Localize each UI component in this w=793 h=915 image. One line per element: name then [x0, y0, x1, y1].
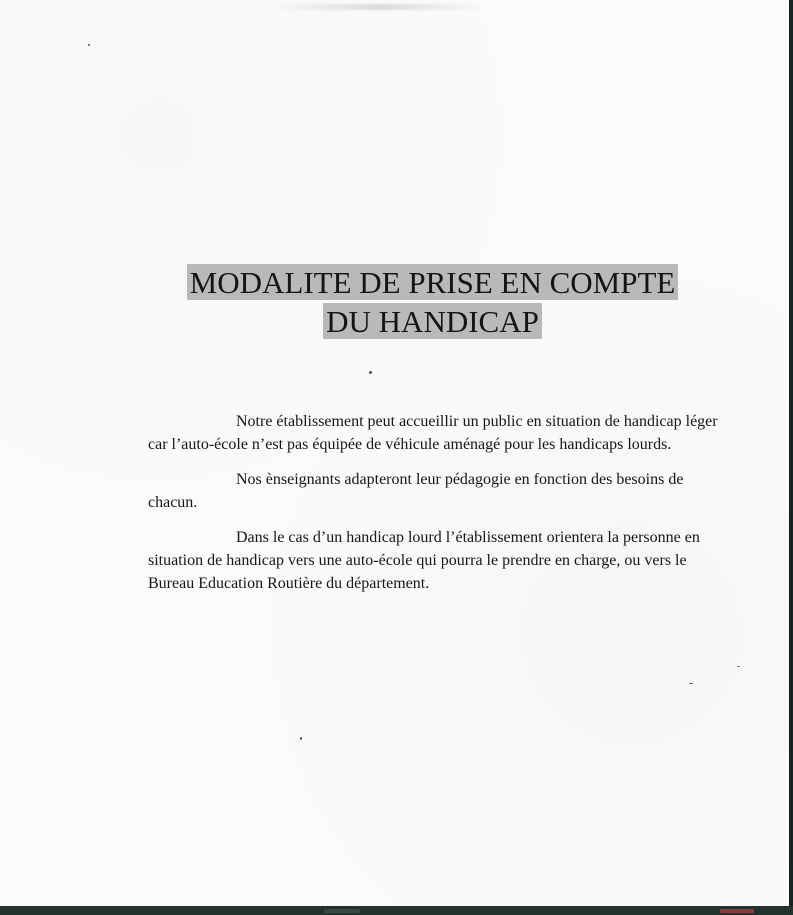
bar-marker [324, 909, 360, 913]
paragraph: Nos ènseignants adapteront leur pédagogie en fonction des besoins de chacun. [148, 471, 684, 511]
speck [689, 683, 693, 684]
paragraph: Dans le cas d’un handicap lourd l’établissement orientera la personne en situation de handicap vers une auto-école qui pourra le prendre en charge, ou vers le Bureau Education Routière du département. [148, 529, 700, 592]
document-body [148, 410, 718, 607]
paragraph: Notre établissement peut accueillir un public en situation de handicap léger car l’auto-école n’est pas équipée de véhicule aménagé pour les handicaps lourds. [148, 413, 718, 453]
title-line-1: MODALITE DE PRISE EN COMPTE [187, 264, 679, 300]
speck [300, 737, 302, 740]
document-title [0, 264, 789, 339]
speck [737, 666, 740, 667]
bar-marker [720, 909, 754, 913]
page-edge [789, 0, 793, 906]
speck [369, 371, 372, 374]
viewer-bottom-bar [0, 906, 793, 915]
title-line-2: DU HANDICAP [323, 303, 542, 339]
scan-artifact [270, 4, 490, 10]
speck [88, 44, 90, 46]
